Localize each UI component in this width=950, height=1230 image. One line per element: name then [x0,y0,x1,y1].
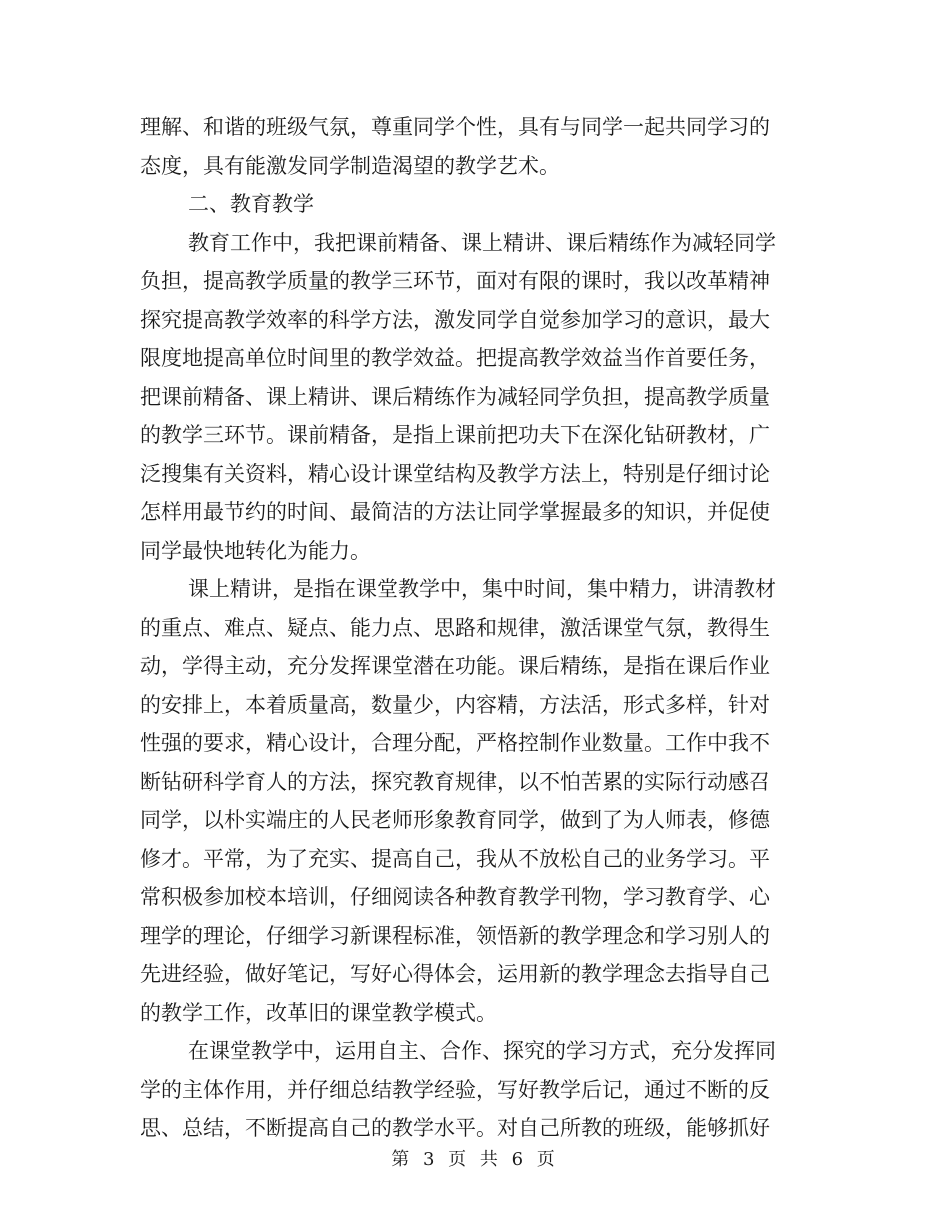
paragraph-first-line: 在课堂教学中，运用自主、合作、探究的学习方式，充分发挥同 [188,1039,776,1063]
paragraph-first-line: 课上精讲，是指在课堂教学中，集中时间，集中精力，讲清教材 [188,577,776,601]
text-line: 泛搜集有关资料，精心设计课堂结构及教学方法上，特别是仔细讨论 [140,461,770,486]
text-line: 性强的要求，精心设计，合理分配，严格控制作业数量。工作中我不 [140,731,770,755]
text-line: 负担，提高教学质量的教学三环节，面对有限的课时，我以改革精神 [140,269,770,293]
text-line: 的教学工作，改革旧的课堂教学模式。 [140,1000,497,1025]
text-line: 的安排上，本着质量高，数量少，内容精，方法活，形式多样，针对 [140,692,770,717]
section-heading: 二、教育教学 [188,192,314,216]
page-number: 第 3 页 共 6 页 [391,1149,559,1170]
text-line: 把课前精备、课上精讲、课后精练作为减轻同学负担，提高教学质量 [140,384,770,409]
text-line: 的重点、难点、疑点、能力点、思路和规律，激活课堂气氛，教得生 [140,615,770,640]
text-line: 态度，具有能激发同学制造渴望的教学艺术。 [140,153,560,178]
body-text [140,108,800,1148]
text-line: 探究提高教学效率的科学方法，激发同学自觉参加学习的意识，最大 [140,307,770,332]
text-line: 先进经验，做好笔记，写好心得体会，运用新的教学理念去指导自己 [140,962,770,986]
text-line: 同学，以朴实端庄的人民老师形象教育同学，做到了为人师表，修德 [140,808,770,832]
text-line: 思、总结，不断提高自己的教学水平。对自己所教的班级，能够抓好 [140,1116,770,1140]
text-line: 断钻研科学育人的方法，探究教育规律，以不怕苦累的实际行动感召 [140,769,770,794]
text-line: 理解、和谐的班级气氛，尊重同学个性，具有与同学一起共同学习的 [140,115,770,139]
text-line: 动，学得主动，充分发挥课堂潜在功能。课后精练，是指在课后作业 [140,654,770,678]
text-line: 限度地提高单位时间里的教学效益。把提高教学效益当作首要任务， [140,346,770,370]
text-line: 理学的理论，仔细学习新课程标准，领悟新的教学理念和学习别人的 [140,923,770,948]
text-line: 学的主体作用，并仔细总结教学经验，写好教学后记，通过不断的反 [140,1077,770,1102]
text-line: 的教学三环节。课前精备，是指上课前把功夫下在深化钻研教材，广 [140,423,770,447]
text-line: 修才。平常，为了充实、提高自己，我从不放松自己的业务学习。平 [140,846,770,871]
paragraph-first-line: 教育工作中，我把课前精备、课上精讲、课后精练作为减轻同学 [188,230,776,255]
text-line: 常积极参加校本培训，仔细阅读各种教育教学刊物，学习教育学、心 [140,885,770,909]
text-line: 同学最快地转化为能力。 [140,538,371,563]
text-line: 怎样用最节约的时间、最简洁的方法让同学掌握最多的知识，并促使 [140,500,770,524]
